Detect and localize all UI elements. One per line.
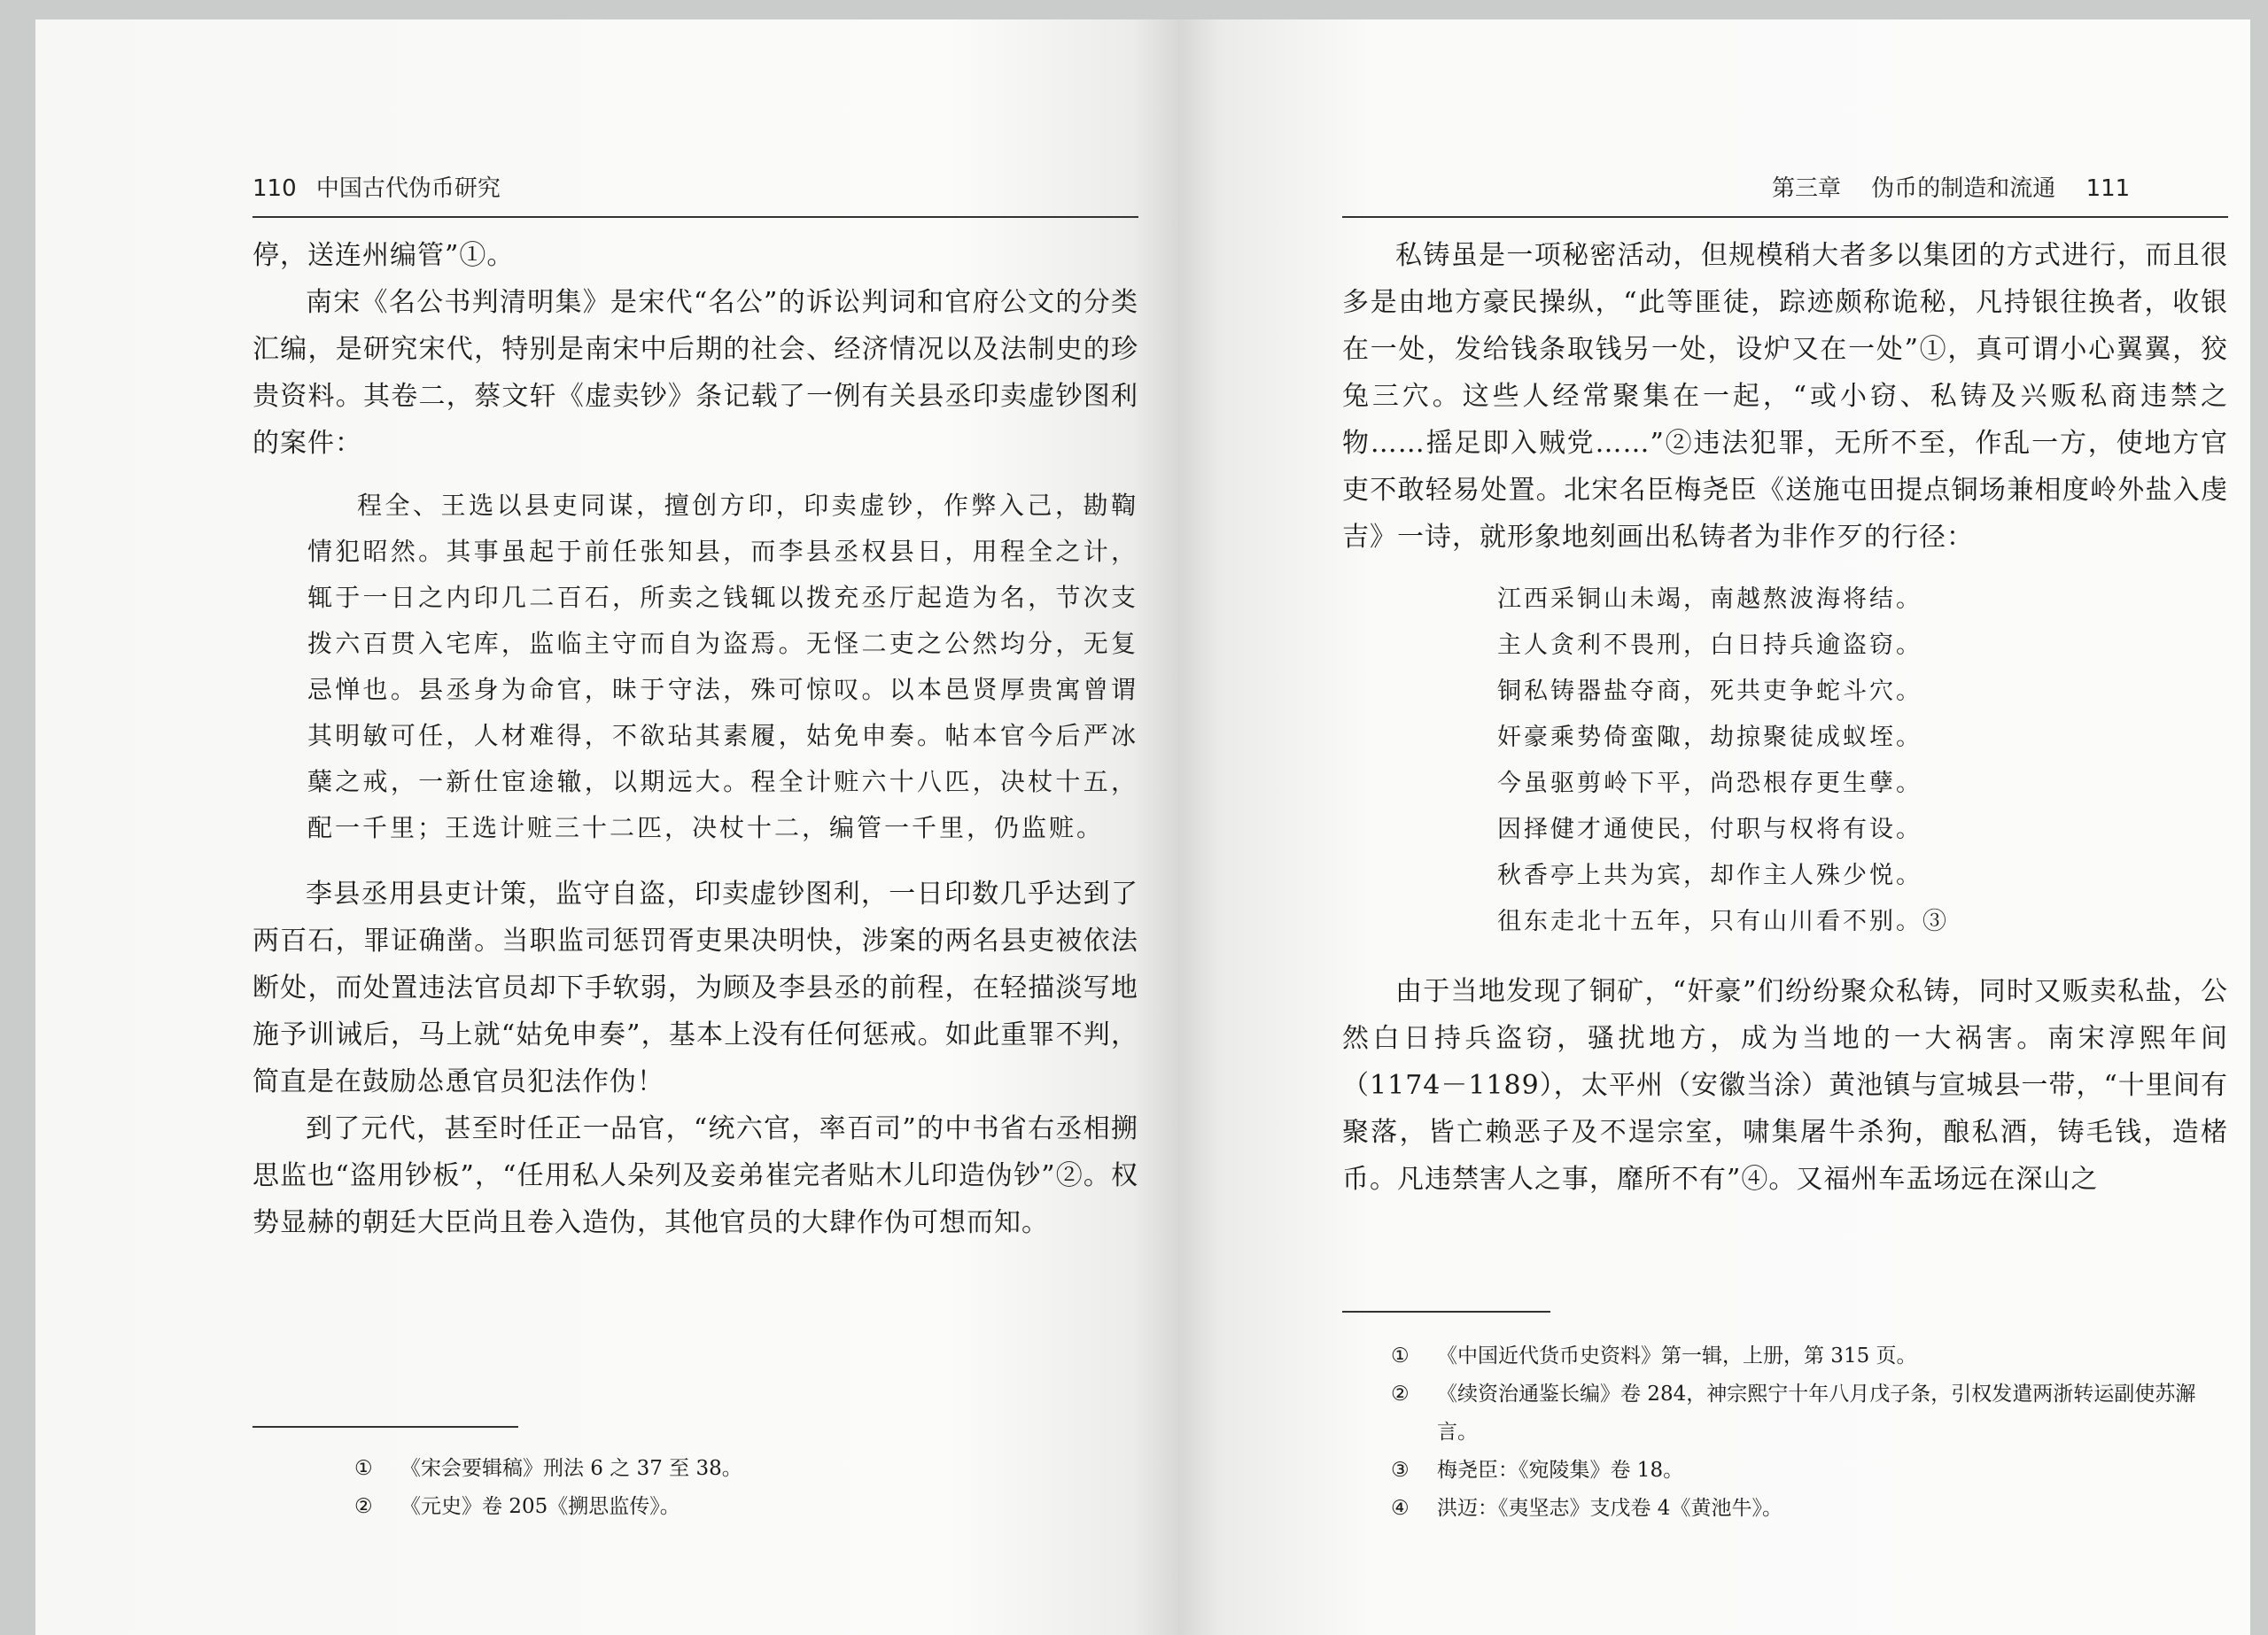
poem-line: 主人贪利不畏刑，白日持兵逾盗窃。 — [1497, 632, 1922, 659]
poem-line: 江西采铜山未竭，南越熬波海将结。 — [1497, 585, 1922, 613]
chapter-title: 伪币的制造和流通 — [1871, 175, 2056, 202]
footnote — [1391, 1490, 2228, 1528]
footnote-text: 洪迈：《夷坚志》支戊卷 4《黄池牛》。 — [1437, 1497, 1783, 1520]
left-running-head — [252, 170, 501, 203]
footnote-text: 《中国近代货币史资料》第一辑，上册，第 315 页。 — [1437, 1344, 1917, 1368]
paragraph: 私铸虽是一项秘密活动，但规模稍大者多以集团的方式进行，而且很多是由地方豪民操纵，“此等匪徒，踪迹颇称诡秘，凡持银往换者，收银在一处，发给钱条取钱另一处，设炉又在一处”①，真可谓小心翼翼，狡兔三穴。这些人经常聚集在一起，“或小窃、私铸及兴贩私商违禁之物……摇足即入贼党……”②违法犯罪，无所不至，作乱一方，使地方官吏不敢轻易处置。北宋名臣梅尧臣《送施屯田提点铜场兼相度岭外盐入虔吉》一诗，就形象地刻画出私铸者为非作歹的行径： — [1342, 240, 2228, 553]
paragraph: 南宋《名公书判清明集》是宋代“名公”的诉讼判词和官府公文的分类汇编，是研究宋代，特别是南宋中后期的社会、经济情况以及法制史的珍贵资料。其卷二，蔡文轩《虚卖钞》条记载了一例有关县丞印卖虚钞图利的案件： — [252, 287, 1138, 459]
header-rule — [1342, 216, 2228, 218]
poem-line: 奸豪乘势倚蛮陬，劫掠聚徒成蚁垤。 — [1497, 724, 1922, 751]
left-body — [252, 232, 1138, 1246]
book-title: 中国古代伪币研究 — [315, 175, 501, 202]
book-spread — [35, 19, 2250, 1635]
footnote-mark: ② — [1391, 1383, 1410, 1406]
footnote — [354, 1450, 1134, 1488]
paragraph: 到了元代，甚至时任正一品官，“统六官，率百司”的中书省右丞相搠思监也“盗用钞板”，“任用私人朵列及妾弟崔完者贴木儿印造伪钞”②。权势显赫的朝廷大臣尚且卷入造伪，其他官员的大肆作伪可想而知。 — [252, 1113, 1138, 1238]
quote-text: 程全、王选以县吏同谋，擅创方印，印卖虚钞，作弊入己，勘鞫情犯昭然。其事虽起于前任张知县，而李县丞权县日，用程全之计，辄于一日之内印几二百石，所卖之钱辄以拨充丞厅起造为名，节次支拨六百贯入宅库，监临主守而自为盗焉。无怪二吏之公然均分，无复忌惮也。县丞身为命官，昧于守法，殊可惊叹。以本邑贤厚贵寓曾谓其明敏可任，人材难得，不欲玷其素履，姑免申奏。帖本官今后严冰蘖之戒，一新仕宦途辙，以期远大。程全计赃六十八匹，决杖十五，配一千里；王选计赃三十二匹，决杖十二，编管一千里，仍监赃。 — [307, 491, 1138, 842]
footnote-mark: ② — [354, 1495, 373, 1518]
page-number: 110 — [252, 175, 297, 202]
footnote-mark: ④ — [1391, 1497, 1410, 1520]
poem-line: 今虽驱剪岭下平，尚恐根存更生孽。 — [1497, 770, 1922, 797]
paragraph: 由于当地发现了铜矿，“奸豪”们纷纷聚众私铸，同时又贩卖私盐，公然白日持兵盗窃，骚扰地方，成为当地的一大祸害。南宋淳熙年间（1174－1189），太平州（安徽当涂）黄池镇与宣城县一带，“十里间有聚落，皆亡赖恶子及不逞宗室，啸集屠牛杀狗，酿私酒，铸毛钱，造楮币。凡违禁害人之事，靡所不有”④。又福州车盂场远在深山之 — [1342, 976, 2228, 1195]
poem-line: 因择健才通使民，付职与权将有设。 — [1497, 816, 1922, 843]
footnote — [1391, 1337, 2228, 1375]
poem — [1497, 577, 2228, 945]
footnote — [1391, 1452, 2228, 1490]
footnote-mark: ① — [354, 1457, 373, 1480]
poem-line: 徂东走北十五年，只有山川看不别。③ — [1497, 908, 1949, 935]
footnote-mark: ③ — [1391, 1459, 1410, 1482]
paragraph: 停，送连州编管”①。 — [252, 240, 515, 271]
right-body — [1342, 232, 2228, 1203]
footnote-text: 梅尧臣：《宛陵集》卷 18。 — [1437, 1459, 1684, 1482]
footnote-rule — [252, 1426, 518, 1428]
footnote-mark: ① — [1391, 1344, 1410, 1368]
footnote-rule — [1342, 1311, 1550, 1313]
poem-line: 秋香亭上共为宾，却作主人殊少悦。 — [1497, 862, 1922, 889]
footnote-text: 《续资治通鉴长编》卷 284，神宗熙宁十年八月戊子条，引权发遣两浙转运副使苏澥言。 — [1437, 1383, 2196, 1444]
right-page — [1178, 19, 2250, 1635]
block-quote — [307, 483, 1138, 851]
page-number: 111 — [2085, 175, 2131, 202]
chapter-label: 第三章 — [1772, 175, 1842, 202]
paragraph: 李县丞用县吏计策，监守自盗，印卖虚钞图利，一日印数几乎达到了两百石，罪证确凿。当职监司惩罚胥吏果决明快，涉案的两名县吏被依法断处，而处置违法官员却下手软弱，为顾及李县丞的前程，在轻描淡写地施予训诫后，马上就“姑免申奏”，基本上没有任何惩戒。如此重罪不判，简直是在鼓励怂恿官员犯法作伪！ — [252, 879, 1138, 1097]
left-footnotes — [354, 1450, 1134, 1526]
footnote-text: 《元史》卷 205《搠思监传》。 — [400, 1495, 680, 1518]
right-running-head — [1772, 170, 2130, 203]
left-page — [35, 19, 1178, 1635]
footnote — [354, 1488, 1134, 1526]
footnote — [1391, 1375, 2228, 1452]
header-rule — [252, 216, 1138, 218]
poem-line: 铜私铸器盐夺商，死共吏争蛇斗穴。 — [1497, 678, 1922, 705]
right-footnotes — [1391, 1337, 2228, 1528]
footnote-text: 《宋会要辑稿》刑法 6 之 37 至 38。 — [400, 1457, 742, 1480]
